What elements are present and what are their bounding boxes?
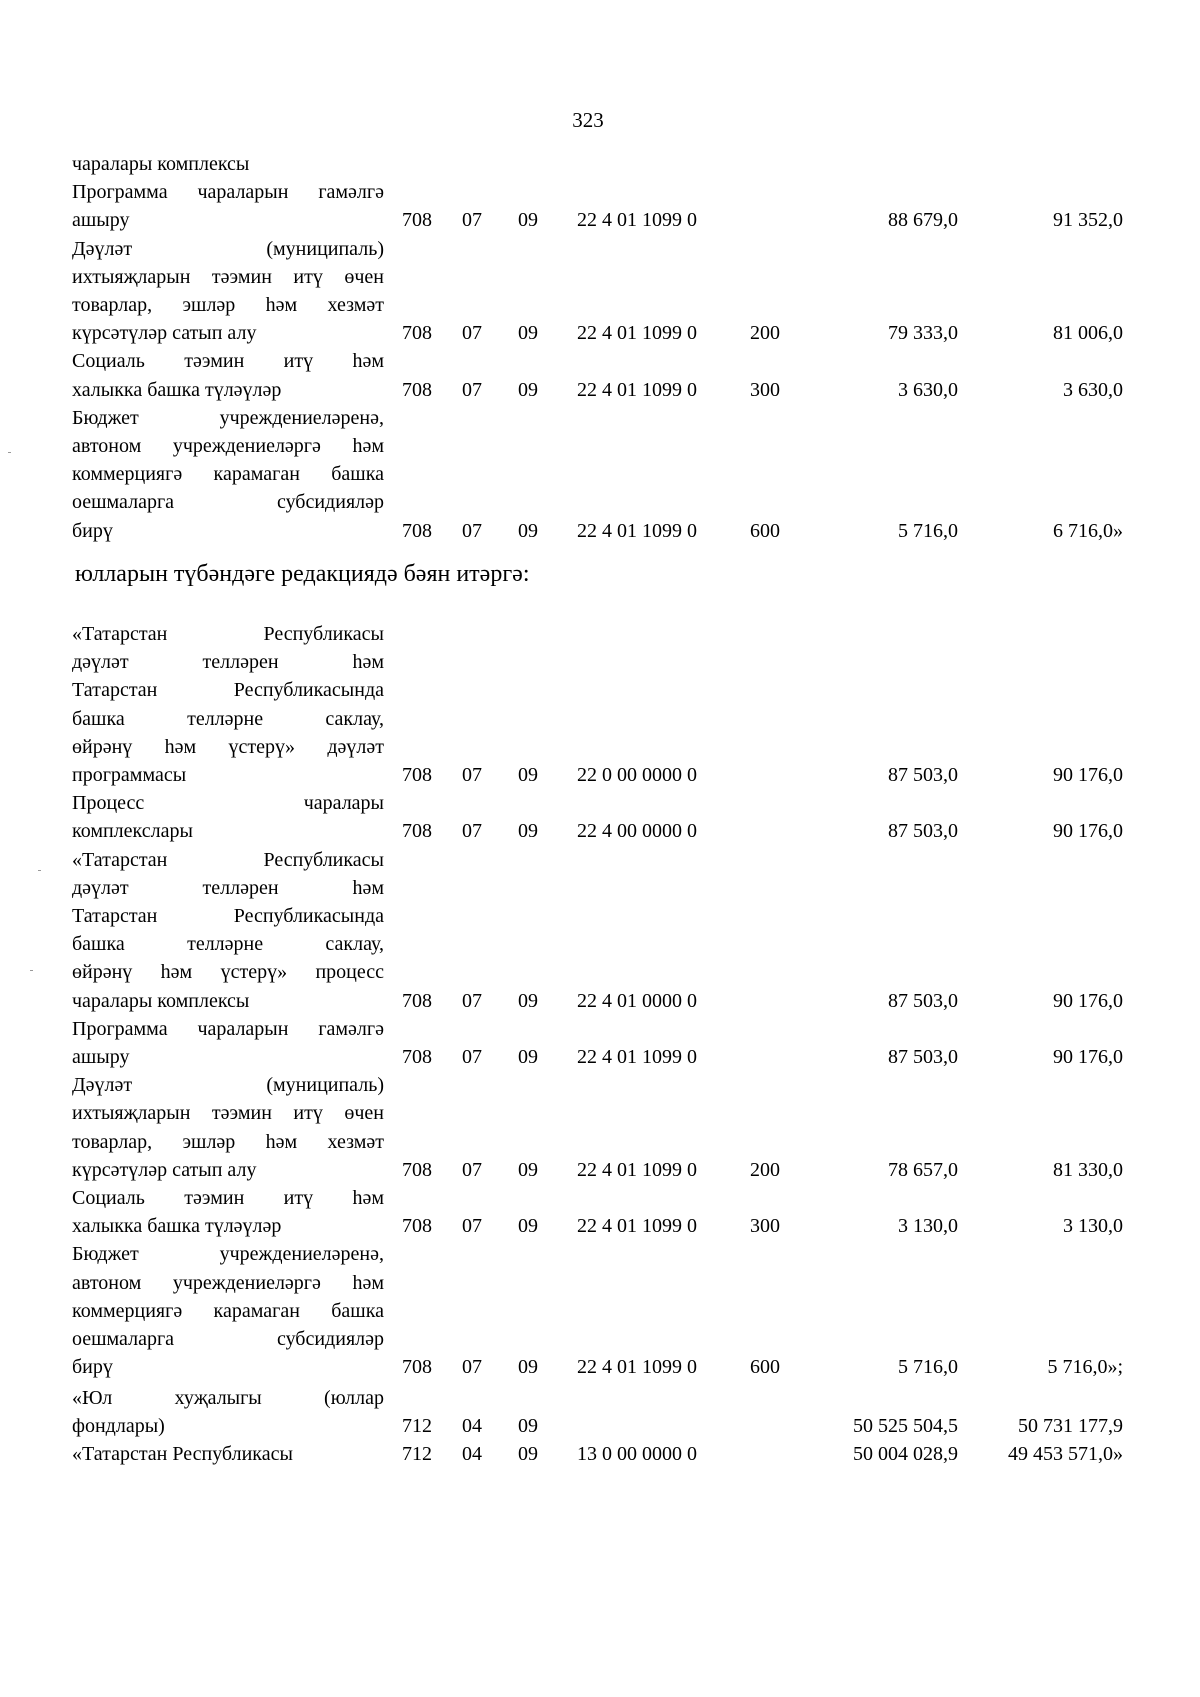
table-row (0, 347, 1200, 403)
ministry-code-cell: 708 (402, 1158, 432, 1181)
amount-year1-cell: 78 657,0 (888, 1158, 958, 1181)
description-line: «Татарстан Республикасы (72, 848, 384, 871)
target-article-cell: 22 4 01 1099 0 (577, 519, 697, 542)
row-description (72, 1071, 384, 1184)
amount-year1-cell: 50 004 028,9 (853, 1443, 958, 1466)
expense-type-cell: 600 (750, 1356, 780, 1379)
ministry-code-cell: 708 (402, 989, 432, 1012)
ministry-code-cell: 708 (402, 322, 432, 345)
description-line: Татарстан Республикасында (72, 679, 384, 702)
amount-year1-cell: 5 716,0 (898, 519, 958, 542)
ministry-code-cell: 708 (402, 209, 432, 232)
scan-speck (30, 970, 33, 971)
amount-year1-cell: 79 333,0 (888, 322, 958, 345)
table-row (0, 846, 1200, 1015)
row-description (72, 1240, 384, 1381)
description-line: товарлар, эшләр һәм хезмәт (72, 1130, 384, 1153)
subsection-code-cell: 09 (518, 1443, 538, 1466)
amount-year1-cell: 3 630,0 (898, 378, 958, 401)
description-line: товарлар, эшләр һәм хезмәт (72, 293, 384, 316)
expense-type-cell: 300 (750, 1215, 780, 1238)
description-line: халыкка башка түләүләр (72, 1215, 282, 1238)
description-line: программасы (72, 763, 187, 786)
section-code-cell: 07 (462, 1215, 482, 1238)
subsection-code-cell: 09 (518, 1415, 538, 1438)
description-line: ихтыяҗларын тәэмин итү өчен (72, 265, 384, 288)
amount-year2-cell: 90 176,0 (1053, 820, 1123, 843)
description-line: Программа чараларын гамәлгә (72, 181, 384, 204)
description-line: өйрәнү һәм үстерү» процесс (72, 961, 384, 984)
amount-year2-cell: 81 006,0 (1053, 322, 1123, 345)
table-row (0, 1071, 1200, 1184)
section-code-cell: 07 (462, 378, 482, 401)
section-code-cell: 07 (462, 820, 482, 843)
ministry-code-cell: 708 (402, 1045, 432, 1068)
expense-type-cell: 600 (750, 519, 780, 542)
row-description (72, 404, 384, 545)
amount-year1-cell: 87 503,0 (888, 820, 958, 843)
amount-year1-cell: 3 130,0 (898, 1215, 958, 1238)
description-line: коммерциягә карамаган башка (72, 1299, 384, 1322)
section-code-cell: 07 (462, 322, 482, 345)
description-line: «Татарстан Республикасы (72, 1443, 293, 1466)
ministry-code-cell: 708 (402, 1215, 432, 1238)
description-line: Татарстан Республикасында (72, 904, 384, 927)
row-description (72, 347, 384, 403)
row-description (72, 1440, 384, 1468)
ministry-code-cell: 708 (402, 764, 432, 786)
target-article-cell: 22 4 01 0000 0 (577, 989, 697, 1012)
table-row (0, 150, 1200, 178)
description-line: автоном учреждениеләргә һәм (72, 1271, 384, 1294)
description-line: автоном учреждениеләргә һәм (72, 434, 384, 457)
description-line: комплекслары (72, 820, 193, 843)
target-article-cell: 22 0 00 0000 0 (577, 764, 697, 786)
description-line: Программа чараларын гамәлгә (72, 1017, 384, 1040)
description-line: өйрәнү һәм үстерү» дәүләт (72, 735, 384, 758)
description-line: халыкка башка түләүләр (72, 378, 282, 401)
description-line: чаралары комплексы (72, 153, 250, 175)
subsection-code-cell: 09 (518, 1356, 538, 1379)
amount-year1-cell: 87 503,0 (888, 1045, 958, 1068)
amount-year2-cell: 90 176,0 (1053, 1045, 1123, 1068)
subsection-code-cell: 09 (518, 1158, 538, 1181)
description-line: Дәүләт (муниципаль) (72, 237, 384, 260)
amount-year2-cell: 49 453 571,0» (1008, 1443, 1123, 1466)
description-line: ашыру (72, 209, 130, 232)
table-row (0, 1015, 1200, 1071)
table-row (0, 1384, 1200, 1440)
description-line: коммерциягә карамаган башка (72, 463, 384, 486)
scan-speck (38, 870, 41, 871)
description-line: ихтыяҗларын тәэмин итү өчен (72, 1102, 384, 1125)
row-description (72, 1184, 384, 1240)
section-code-cell: 04 (462, 1443, 482, 1466)
table-row (0, 789, 1200, 845)
row-description (72, 789, 384, 845)
subsection-code-cell: 09 (518, 764, 538, 786)
description-line: дәүләт телләрен һәм (72, 876, 384, 899)
target-article-cell: 22 4 01 1099 0 (577, 209, 697, 232)
ministry-code-cell: 708 (402, 1356, 432, 1379)
subsection-code-cell: 09 (518, 322, 538, 345)
amount-year2-cell: 91 352,0 (1053, 209, 1123, 232)
table-row (0, 1440, 1200, 1468)
expense-type-cell: 200 (750, 322, 780, 345)
amount-year2-cell: 3 130,0 (1063, 1215, 1123, 1238)
row-description (72, 178, 384, 234)
table-row (0, 620, 1200, 789)
page-number: 323 (572, 108, 604, 132)
description-line: күрсәтүләр сатып алу (72, 1158, 257, 1181)
table-row (0, 1184, 1200, 1240)
amount-year2-cell: 90 176,0 (1053, 989, 1123, 1012)
target-article-cell: 22 4 00 0000 0 (577, 820, 697, 843)
expense-type-cell: 300 (750, 378, 780, 401)
ministry-code-cell: 712 (402, 1443, 432, 1466)
amount-year1-cell: 50 525 504,5 (853, 1415, 958, 1438)
amount-year2-cell: 50 731 177,9 (1018, 1415, 1123, 1438)
table-row (0, 1240, 1200, 1381)
section-code-cell: 07 (462, 209, 482, 232)
section-code-cell: 07 (462, 1356, 482, 1379)
subsection-code-cell: 09 (518, 209, 538, 232)
description-line: Процесс чаралары (72, 792, 384, 815)
description-line: дәүләт телләрен һәм (72, 651, 384, 674)
target-article-cell: 22 4 01 1099 0 (577, 1158, 697, 1181)
description-line: Социаль тәэмин итү һәм (72, 350, 384, 373)
amount-year2-cell: 90 176,0 (1053, 764, 1123, 786)
target-article-cell: 22 4 01 1099 0 (577, 322, 697, 345)
amount-year2-cell: 81 330,0 (1053, 1158, 1123, 1181)
section-code-cell: 07 (462, 1158, 482, 1181)
description-line: бирү (72, 519, 113, 542)
description-line: Бюджет учреждениеләренә, (72, 1243, 384, 1266)
amount-year2-cell: 5 716,0»; (1047, 1356, 1123, 1379)
subsection-code-cell: 09 (518, 519, 538, 542)
description-line: оешмаларга субсидияләр (72, 491, 384, 514)
description-line: фондлары) (72, 1415, 165, 1438)
table-row (0, 235, 1200, 348)
section-code-cell: 07 (462, 764, 482, 786)
description-line: ашыру (72, 1045, 130, 1068)
description-line: чаралары комплексы (72, 989, 250, 1012)
description-line: башка телләрне саклау, (72, 933, 384, 956)
section-code-cell: 07 (462, 1045, 482, 1068)
row-description (72, 846, 384, 1015)
description-line: «Юл хуҗалыгы (юллар (72, 1387, 384, 1409)
ministry-code-cell: 708 (402, 820, 432, 843)
row-description (72, 150, 384, 178)
target-article-cell: 22 4 01 1099 0 (577, 1045, 697, 1068)
target-article-cell: 13 0 00 0000 0 (577, 1443, 697, 1466)
section-code-cell: 07 (462, 989, 482, 1012)
amount-year1-cell: 87 503,0 (888, 764, 958, 786)
ministry-code-cell: 712 (402, 1415, 432, 1438)
target-article-cell: 22 4 01 1099 0 (577, 1356, 697, 1379)
row-description (72, 1384, 384, 1440)
target-article-cell: 22 4 01 1099 0 (577, 1215, 697, 1238)
subsection-code-cell: 09 (518, 820, 538, 843)
row-description (72, 1015, 384, 1071)
amount-year1-cell: 87 503,0 (888, 989, 958, 1012)
description-line: Бюджет учреждениеләренә, (72, 406, 384, 429)
table-row (0, 404, 1200, 545)
row-description (72, 235, 384, 348)
section-code-cell: 07 (462, 519, 482, 542)
description-line: «Татарстан Республикасы (72, 623, 384, 645)
description-line: Дәүләт (муниципаль) (72, 1074, 384, 1097)
subsection-code-cell: 09 (518, 1215, 538, 1238)
scan-speck (8, 452, 11, 453)
description-line: бирү (72, 1356, 113, 1379)
description-line: оешмаларга субсидияләр (72, 1327, 384, 1350)
subsection-code-cell: 09 (518, 989, 538, 1012)
amount-year1-cell: 5 716,0 (898, 1356, 958, 1379)
instruction-text: юлларын түбәндәге редакциядә бәян итәргә: (75, 561, 530, 587)
row-description (72, 620, 384, 789)
expense-type-cell: 200 (750, 1158, 780, 1181)
target-article-cell: 22 4 01 1099 0 (577, 378, 697, 401)
description-line: башка телләрне саклау, (72, 707, 384, 730)
description-line: Социаль тәэмин итү һәм (72, 1187, 384, 1209)
amount-year2-cell: 6 716,0» (1053, 519, 1123, 542)
subsection-code-cell: 09 (518, 378, 538, 401)
ministry-code-cell: 708 (402, 378, 432, 401)
description-line: күрсәтүләр сатып алу (72, 322, 257, 345)
section-code-cell: 04 (462, 1415, 482, 1438)
amount-year2-cell: 3 630,0 (1063, 378, 1123, 401)
table-row (0, 178, 1200, 234)
ministry-code-cell: 708 (402, 519, 432, 542)
amount-year1-cell: 88 679,0 (888, 209, 958, 232)
subsection-code-cell: 09 (518, 1045, 538, 1068)
